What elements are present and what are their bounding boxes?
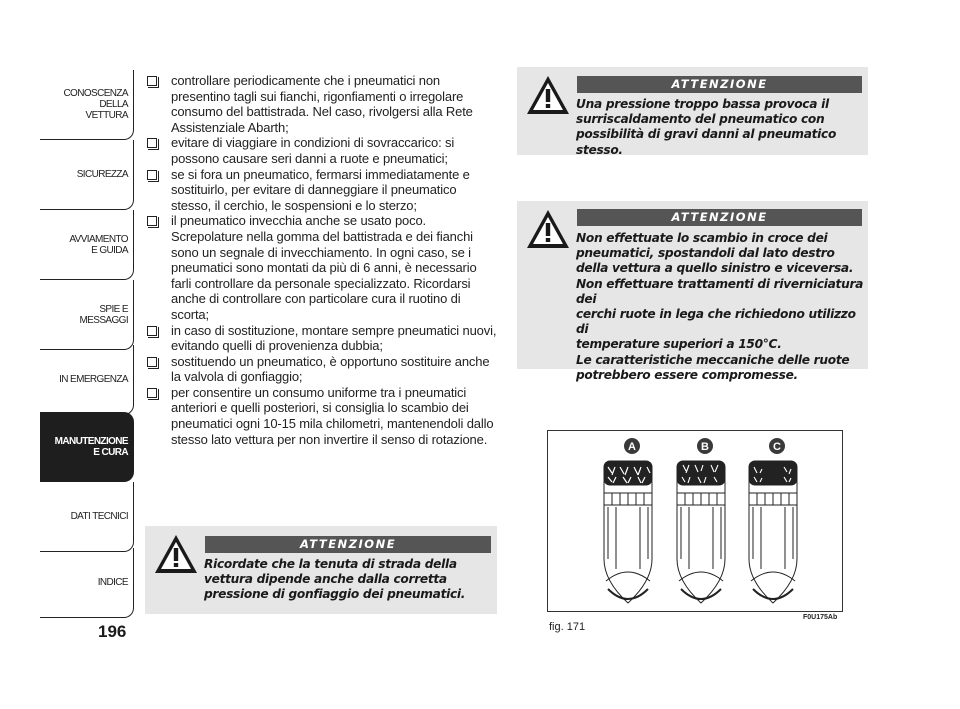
bullet-list: [145, 73, 497, 447]
checkbox-bullet-icon: [147, 388, 157, 398]
list-item: [145, 385, 497, 447]
sidebar-item-dati-tecnici[interactable]: [40, 482, 134, 552]
tyre-a-icon: [604, 461, 652, 603]
list-item-text: per consentire un consumo uniforme tra i pneumatici anteriori e quelli posteriori, si consiglia lo scambio dei pneumatici ogni 10-15 mila chilometri, mantenendoli dallo stesso lato vettura per non invertire il senso di rotazione.: [171, 384, 494, 447]
warning-box-tyre-swap: [517, 201, 868, 382]
sidebar-item-label: SICUREZZA: [76, 169, 128, 180]
list-item: [145, 167, 497, 214]
checkbox-bullet-icon: [147, 326, 157, 336]
list-item: [145, 323, 497, 354]
warning-box-road-holding: [145, 526, 497, 614]
warning-header: ATTENZIONE: [577, 209, 862, 226]
warning-text-content: Una pressione troppo bassa provoca il surriscaldamento del pneumatico con possibilità di gravi danni al pneumatico stesso.: [576, 97, 837, 157]
checkbox-bullet-icon: [147, 138, 157, 148]
checkbox-bullet-icon: [147, 76, 157, 86]
list-item-text: controllare periodicamente che i pneumatici non presentino tagli sui fianchi, rigonfiamenti o irregolare consumo del battistrada. Nel caso, rivolgersi alla Rete Assistenziale Abarth;: [171, 73, 473, 135]
sidebar-item-spie[interactable]: [40, 280, 134, 350]
page-number: 196: [98, 622, 127, 641]
sidebar-item-manutenzione[interactable]: [40, 412, 134, 482]
list-item-text: il pneumatico invecchia anche se usato poco. Screpolature nella gomma del battistrada e dei fianchi sono un segnale di invecchiamento. In ogni caso, se i pneumatici sono montati da più di 6 anni, è necessario farli controllare da personale specializzato. Ricordarsi anche di controllare con particolare cura il ruotino di scorta;: [171, 213, 477, 322]
sidebar-item-label: MANUTENZIONE E CURA: [54, 435, 128, 458]
checkbox-bullet-icon: [147, 216, 157, 226]
sidebar-item-sicurezza[interactable]: [40, 140, 134, 210]
sidebar-item-label: INDICE: [97, 577, 128, 588]
list-item-text: se si fora un pneumatico, fermarsi immediatamente e sostituirlo, per evitare di danneggiare il pneumatico stesso, il cerchio, le sospensioni e lo sterzo;: [171, 166, 470, 213]
warning-box-low-pressure: [517, 67, 868, 155]
sidebar-item-label: IN EMERGENZA: [59, 374, 128, 385]
label-c: C: [773, 441, 781, 453]
tyre-c-icon: [749, 461, 797, 603]
checkbox-bullet-icon: [147, 170, 157, 180]
figure-code: F0U175Ab: [803, 614, 838, 621]
sidebar-item-label: CONOSCENZA DELLA VETTURA: [63, 88, 128, 121]
sidebar-item-label: SPIE E MESSAGGI: [79, 303, 128, 326]
sidebar-item-label: AVVIAMENTO E GUIDA: [69, 233, 128, 256]
sidebar-item-conoscenza[interactable]: [40, 70, 134, 140]
list-item: [145, 354, 497, 385]
list-item-text: evitare di viaggiare in condizioni di sovraccarico: si possono causare seri danni a ruote e pneumatici;: [171, 135, 455, 166]
tyre-b-icon: [677, 461, 725, 603]
sidebar-item-indice[interactable]: [40, 548, 134, 618]
warning-header: ATTENZIONE: [205, 536, 491, 553]
list-item: [145, 213, 497, 322]
warning-text: [521, 231, 867, 383]
label-a: A: [628, 441, 636, 453]
sidebar-item-avviamento[interactable]: [40, 210, 134, 280]
list-item-text: sostituendo un pneumatico, è opportuno sostituire anche la valvola di gonfiaggio;: [171, 353, 490, 385]
list-item-text: in caso di sostituzione, montare sempre pneumatici nuovi, evitando quelli di provenienza dubbia;: [171, 322, 497, 354]
list-item: [145, 73, 497, 135]
warning-text-content: Non effettuate lo scambio in croce dei pneumatici, spostandoli dal lato destro della vettura a quello sinistro e viceversa. Non effettuare trattamenti di riverniciatura dei cerchi ruote in lega che richiedono utilizzo di temperature superiori a 150°C. Le caratteristiche meccaniche delle ruote potrebbero essere compromesse.: [576, 231, 864, 382]
figure-caption: fig. 171: [549, 621, 586, 633]
label-c-icon: [769, 438, 785, 454]
checkbox-bullet-icon: [147, 357, 157, 367]
warning-text-content: Ricordate che la tenuta di strada della vettura dipende anche dalla corretta pressione di gonfiaggio dei pneumatici.: [204, 557, 466, 602]
list-item: [145, 135, 497, 166]
warning-header: ATTENZIONE: [577, 76, 862, 93]
warning-text: [521, 97, 867, 158]
sidebar-item-label: DATI TECNICI: [70, 511, 128, 522]
tyre-tread-illustration: [548, 431, 842, 611]
tyre-wear-figure: [547, 430, 843, 612]
label-b: B: [701, 441, 709, 453]
label-b-icon: [697, 438, 713, 454]
label-a-icon: [624, 438, 640, 454]
sidebar-item-emergenza[interactable]: [40, 345, 134, 415]
warning-text: [149, 557, 495, 603]
